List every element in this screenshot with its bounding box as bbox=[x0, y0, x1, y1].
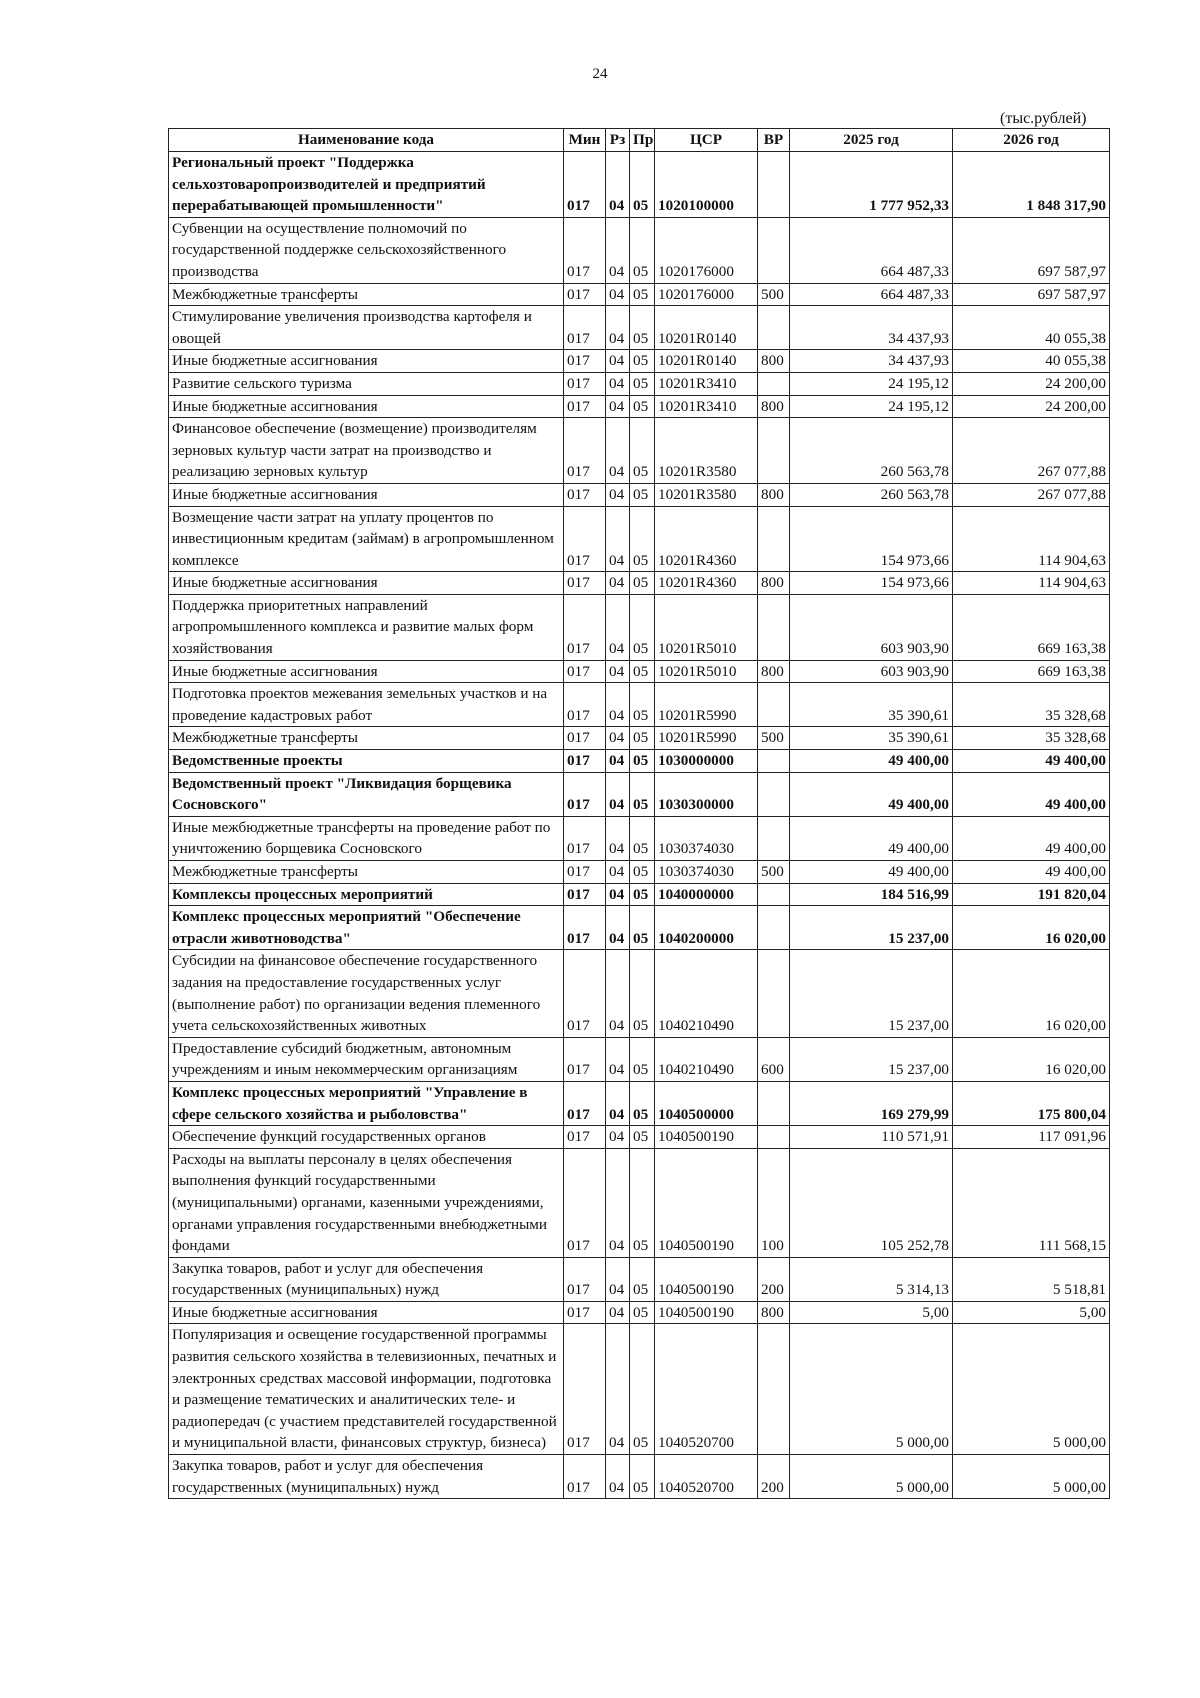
table-row bbox=[169, 816, 1110, 860]
cell-rz: 04 bbox=[606, 660, 630, 683]
cell-vr bbox=[758, 683, 790, 727]
cell-name: Иные бюджетные ассигнования bbox=[169, 483, 564, 506]
cell-min: 017 bbox=[564, 283, 606, 306]
cell-vr: 500 bbox=[758, 283, 790, 306]
cell-csr: 1040500190 bbox=[655, 1301, 758, 1324]
cell-min: 017 bbox=[564, 1037, 606, 1081]
cell-csr: 1040520700 bbox=[655, 1324, 758, 1455]
cell-rz: 04 bbox=[606, 1037, 630, 1081]
cell-pr: 05 bbox=[630, 372, 655, 395]
cell-name: Иные бюджетные ассигнования bbox=[169, 395, 564, 418]
cell-min: 017 bbox=[564, 572, 606, 595]
cell-name: Межбюджетные трансферты bbox=[169, 861, 564, 884]
cell-name: Иные бюджетные ассигнования bbox=[169, 660, 564, 683]
cell-2025: 1 777 952,33 bbox=[790, 152, 953, 218]
cell-2025: 5 000,00 bbox=[790, 1324, 953, 1455]
cell-vr: 800 bbox=[758, 483, 790, 506]
cell-vr bbox=[758, 1081, 790, 1125]
cell-min: 017 bbox=[564, 306, 606, 350]
cell-2026: 40 055,38 bbox=[953, 350, 1110, 373]
cell-2026: 114 904,63 bbox=[953, 572, 1110, 595]
cell-pr: 05 bbox=[630, 883, 655, 906]
cell-min: 017 bbox=[564, 1324, 606, 1455]
col-header-2026: 2026 год bbox=[953, 129, 1110, 152]
cell-min: 017 bbox=[564, 683, 606, 727]
cell-csr: 1040500000 bbox=[655, 1081, 758, 1125]
cell-2025: 49 400,00 bbox=[790, 861, 953, 884]
cell-pr: 05 bbox=[630, 418, 655, 484]
cell-rz: 04 bbox=[606, 372, 630, 395]
table-row bbox=[169, 772, 1110, 816]
cell-name: Иные бюджетные ассигнования bbox=[169, 350, 564, 373]
cell-rz: 04 bbox=[606, 217, 630, 283]
cell-min: 017 bbox=[564, 660, 606, 683]
cell-min: 017 bbox=[564, 418, 606, 484]
cell-2026: 35 328,68 bbox=[953, 683, 1110, 727]
cell-2025: 15 237,00 bbox=[790, 950, 953, 1037]
cell-pr: 05 bbox=[630, 816, 655, 860]
cell-rz: 04 bbox=[606, 483, 630, 506]
cell-rz: 04 bbox=[606, 1455, 630, 1499]
cell-name: Иные бюджетные ассигнования bbox=[169, 572, 564, 595]
cell-2025: 260 563,78 bbox=[790, 418, 953, 484]
cell-2025: 260 563,78 bbox=[790, 483, 953, 506]
cell-min: 017 bbox=[564, 1126, 606, 1149]
cell-2026: 16 020,00 bbox=[953, 950, 1110, 1037]
cell-pr: 05 bbox=[630, 660, 655, 683]
cell-min: 017 bbox=[564, 594, 606, 660]
cell-csr: 10201R5990 bbox=[655, 727, 758, 750]
cell-2026: 669 163,38 bbox=[953, 594, 1110, 660]
col-header-csr: ЦСР bbox=[655, 129, 758, 152]
table-row bbox=[169, 395, 1110, 418]
table-row bbox=[169, 660, 1110, 683]
table-row bbox=[169, 1324, 1110, 1455]
cell-2025: 5 000,00 bbox=[790, 1455, 953, 1499]
cell-rz: 04 bbox=[606, 572, 630, 595]
cell-csr: 1040000000 bbox=[655, 883, 758, 906]
cell-min: 017 bbox=[564, 816, 606, 860]
cell-csr: 1040210490 bbox=[655, 1037, 758, 1081]
cell-pr: 05 bbox=[630, 594, 655, 660]
cell-pr: 05 bbox=[630, 283, 655, 306]
cell-2026: 697 587,97 bbox=[953, 283, 1110, 306]
cell-min: 017 bbox=[564, 506, 606, 572]
cell-csr: 10201R0140 bbox=[655, 350, 758, 373]
cell-vr: 600 bbox=[758, 1037, 790, 1081]
cell-min: 017 bbox=[564, 1455, 606, 1499]
cell-vr: 200 bbox=[758, 1257, 790, 1301]
cell-2025: 5,00 bbox=[790, 1301, 953, 1324]
cell-rz: 04 bbox=[606, 883, 630, 906]
table-row bbox=[169, 594, 1110, 660]
cell-vr bbox=[758, 594, 790, 660]
cell-2026: 24 200,00 bbox=[953, 395, 1110, 418]
cell-pr: 05 bbox=[630, 683, 655, 727]
budget-table bbox=[168, 128, 1110, 1499]
cell-vr bbox=[758, 372, 790, 395]
cell-csr: 1040500190 bbox=[655, 1148, 758, 1257]
cell-rz: 04 bbox=[606, 1148, 630, 1257]
cell-rz: 04 bbox=[606, 1081, 630, 1125]
cell-2025: 154 973,66 bbox=[790, 572, 953, 595]
cell-pr: 05 bbox=[630, 950, 655, 1037]
col-header-name: Наименование кода bbox=[169, 129, 564, 152]
cell-2026: 191 820,04 bbox=[953, 883, 1110, 906]
cell-csr: 1030374030 bbox=[655, 816, 758, 860]
cell-name: Предоставление субсидий бюджетным, автономным учреждениям и иным некоммерческим организациям bbox=[169, 1037, 564, 1081]
table-row bbox=[169, 283, 1110, 306]
cell-min: 017 bbox=[564, 861, 606, 884]
table-row bbox=[169, 572, 1110, 595]
cell-csr: 10201R5010 bbox=[655, 660, 758, 683]
cell-csr: 1020176000 bbox=[655, 217, 758, 283]
cell-min: 017 bbox=[564, 217, 606, 283]
cell-2025: 169 279,99 bbox=[790, 1081, 953, 1125]
cell-2025: 664 487,33 bbox=[790, 217, 953, 283]
cell-pr: 05 bbox=[630, 350, 655, 373]
cell-name: Комплексы процессных мероприятий bbox=[169, 883, 564, 906]
cell-pr: 05 bbox=[630, 1126, 655, 1149]
cell-min: 017 bbox=[564, 950, 606, 1037]
cell-2026: 175 800,04 bbox=[953, 1081, 1110, 1125]
cell-name: Субсидии на финансовое обеспечение государственного задания на предоставление государственных услуг (выполнение работ) по организации ведения племенного учета сельскохозяйственных животных bbox=[169, 950, 564, 1037]
cell-pr: 05 bbox=[630, 395, 655, 418]
cell-csr: 10201R3410 bbox=[655, 372, 758, 395]
cell-name: Развитие сельского туризма bbox=[169, 372, 564, 395]
table-row bbox=[169, 1148, 1110, 1257]
cell-min: 017 bbox=[564, 750, 606, 773]
cell-2026: 5 000,00 bbox=[953, 1455, 1110, 1499]
cell-2026: 111 568,15 bbox=[953, 1148, 1110, 1257]
cell-2026: 5 000,00 bbox=[953, 1324, 1110, 1455]
cell-rz: 04 bbox=[606, 861, 630, 884]
cell-csr: 1020100000 bbox=[655, 152, 758, 218]
table-row bbox=[169, 506, 1110, 572]
cell-2025: 603 903,90 bbox=[790, 594, 953, 660]
cell-vr: 100 bbox=[758, 1148, 790, 1257]
cell-pr: 05 bbox=[630, 1257, 655, 1301]
cell-pr: 05 bbox=[630, 483, 655, 506]
cell-2025: 24 195,12 bbox=[790, 372, 953, 395]
cell-2026: 35 328,68 bbox=[953, 727, 1110, 750]
col-header-rz: Рз bbox=[606, 129, 630, 152]
cell-2025: 15 237,00 bbox=[790, 906, 953, 950]
cell-vr: 200 bbox=[758, 1455, 790, 1499]
cell-2025: 49 400,00 bbox=[790, 750, 953, 773]
cell-pr: 05 bbox=[630, 217, 655, 283]
cell-csr: 10201R4360 bbox=[655, 506, 758, 572]
cell-name: Ведомственный проект "Ликвидация борщевика Сосновского" bbox=[169, 772, 564, 816]
cell-2026: 117 091,96 bbox=[953, 1126, 1110, 1149]
cell-vr: 800 bbox=[758, 1301, 790, 1324]
cell-vr bbox=[758, 816, 790, 860]
table-row bbox=[169, 1126, 1110, 1149]
table-row bbox=[169, 683, 1110, 727]
cell-rz: 04 bbox=[606, 816, 630, 860]
cell-2026: 49 400,00 bbox=[953, 750, 1110, 773]
cell-2026: 16 020,00 bbox=[953, 1037, 1110, 1081]
cell-rz: 04 bbox=[606, 350, 630, 373]
cell-2026: 5 518,81 bbox=[953, 1257, 1110, 1301]
cell-2025: 49 400,00 bbox=[790, 772, 953, 816]
cell-csr: 10201R3580 bbox=[655, 483, 758, 506]
cell-name: Подготовка проектов межевания земельных участков и на проведение кадастровых работ bbox=[169, 683, 564, 727]
cell-rz: 04 bbox=[606, 906, 630, 950]
cell-name: Иные бюджетные ассигнования bbox=[169, 1301, 564, 1324]
cell-csr: 1040500190 bbox=[655, 1257, 758, 1301]
cell-2025: 34 437,93 bbox=[790, 350, 953, 373]
cell-min: 017 bbox=[564, 152, 606, 218]
cell-min: 017 bbox=[564, 727, 606, 750]
table-row bbox=[169, 1301, 1110, 1324]
cell-csr: 10201R5010 bbox=[655, 594, 758, 660]
cell-2026: 49 400,00 bbox=[953, 861, 1110, 884]
cell-name: Комплекс процессных мероприятий "Обеспечение отрасли животноводства" bbox=[169, 906, 564, 950]
cell-2025: 5 314,13 bbox=[790, 1257, 953, 1301]
cell-name: Закупка товаров, работ и услуг для обеспечения государственных (муниципальных) нужд bbox=[169, 1257, 564, 1301]
table-row bbox=[169, 727, 1110, 750]
cell-2026: 114 904,63 bbox=[953, 506, 1110, 572]
table-row bbox=[169, 350, 1110, 373]
cell-2025: 34 437,93 bbox=[790, 306, 953, 350]
cell-vr bbox=[758, 1324, 790, 1455]
cell-vr bbox=[758, 750, 790, 773]
table-row bbox=[169, 950, 1110, 1037]
cell-pr: 05 bbox=[630, 572, 655, 595]
cell-vr: 500 bbox=[758, 727, 790, 750]
cell-rz: 04 bbox=[606, 594, 630, 660]
cell-vr bbox=[758, 883, 790, 906]
cell-pr: 05 bbox=[630, 152, 655, 218]
cell-2026: 16 020,00 bbox=[953, 906, 1110, 950]
units-label: (тыс.рублей) bbox=[1000, 110, 1087, 127]
col-header-min: Мин bbox=[564, 129, 606, 152]
cell-2025: 603 903,90 bbox=[790, 660, 953, 683]
table-header-row bbox=[169, 129, 1110, 152]
cell-pr: 05 bbox=[630, 1324, 655, 1455]
cell-vr: 800 bbox=[758, 395, 790, 418]
cell-2026: 24 200,00 bbox=[953, 372, 1110, 395]
col-header-2025: 2025 год bbox=[790, 129, 953, 152]
cell-csr: 1040210490 bbox=[655, 950, 758, 1037]
cell-rz: 04 bbox=[606, 950, 630, 1037]
cell-vr bbox=[758, 217, 790, 283]
cell-csr: 10201R3410 bbox=[655, 395, 758, 418]
cell-rz: 04 bbox=[606, 727, 630, 750]
cell-name: Расходы на выплаты персоналу в целях обеспечения выполнения функций государственными (муниципальными) органами, казенными учреждениями, органами управления государственными внебюджетными фондами bbox=[169, 1148, 564, 1257]
cell-name: Возмещение части затрат на уплату процентов по инвестиционным кредитам (займам) в агропромышленном комплексе bbox=[169, 506, 564, 572]
cell-csr: 1040200000 bbox=[655, 906, 758, 950]
table-row bbox=[169, 861, 1110, 884]
table-row bbox=[169, 152, 1110, 218]
cell-vr bbox=[758, 1126, 790, 1149]
table-row bbox=[169, 1081, 1110, 1125]
cell-csr: 1040520700 bbox=[655, 1455, 758, 1499]
cell-2025: 664 487,33 bbox=[790, 283, 953, 306]
cell-csr: 1030374030 bbox=[655, 861, 758, 884]
cell-2026: 697 587,97 bbox=[953, 217, 1110, 283]
cell-2025: 110 571,91 bbox=[790, 1126, 953, 1149]
table-row bbox=[169, 750, 1110, 773]
cell-2025: 35 390,61 bbox=[790, 683, 953, 727]
cell-2025: 49 400,00 bbox=[790, 816, 953, 860]
cell-2025: 24 195,12 bbox=[790, 395, 953, 418]
cell-rz: 04 bbox=[606, 152, 630, 218]
cell-vr bbox=[758, 418, 790, 484]
cell-rz: 04 bbox=[606, 418, 630, 484]
cell-csr: 1040500190 bbox=[655, 1126, 758, 1149]
table-row bbox=[169, 1257, 1110, 1301]
cell-min: 017 bbox=[564, 350, 606, 373]
cell-pr: 05 bbox=[630, 906, 655, 950]
cell-pr: 05 bbox=[630, 1301, 655, 1324]
cell-name: Стимулирование увеличения производства картофеля и овощей bbox=[169, 306, 564, 350]
cell-pr: 05 bbox=[630, 1148, 655, 1257]
cell-2025: 184 516,99 bbox=[790, 883, 953, 906]
cell-min: 017 bbox=[564, 1301, 606, 1324]
cell-2026: 40 055,38 bbox=[953, 306, 1110, 350]
cell-name: Популяризация и освещение государственной программы развития сельского хозяйства в телевизионных, печатных и электронных средствах массовой информации, подготовка и размещение тематических и аналитических теле- и радиопередач (с участием представителей государственной и муниципальной власти, финансовых структур, бизнеса) bbox=[169, 1324, 564, 1455]
cell-name: Комплекс процессных мероприятий "Управление в сфере сельского хозяйства и рыболовства" bbox=[169, 1081, 564, 1125]
cell-vr bbox=[758, 772, 790, 816]
cell-csr: 10201R4360 bbox=[655, 572, 758, 595]
cell-2026: 49 400,00 bbox=[953, 816, 1110, 860]
cell-csr: 10201R5990 bbox=[655, 683, 758, 727]
table-row bbox=[169, 1037, 1110, 1081]
table-row bbox=[169, 306, 1110, 350]
cell-min: 017 bbox=[564, 483, 606, 506]
cell-pr: 05 bbox=[630, 306, 655, 350]
table-row bbox=[169, 883, 1110, 906]
cell-2025: 15 237,00 bbox=[790, 1037, 953, 1081]
cell-csr: 1020176000 bbox=[655, 283, 758, 306]
cell-2026: 669 163,38 bbox=[953, 660, 1110, 683]
table-row bbox=[169, 1455, 1110, 1499]
cell-name: Финансовое обеспечение (возмещение) производителям зерновых культур части затрат на производство и реализацию зерновых культур bbox=[169, 418, 564, 484]
cell-rz: 04 bbox=[606, 395, 630, 418]
cell-rz: 04 bbox=[606, 1126, 630, 1149]
table-row bbox=[169, 372, 1110, 395]
cell-min: 017 bbox=[564, 1081, 606, 1125]
cell-rz: 04 bbox=[606, 750, 630, 773]
cell-rz: 04 bbox=[606, 683, 630, 727]
cell-csr: 1030300000 bbox=[655, 772, 758, 816]
table-row bbox=[169, 483, 1110, 506]
cell-2026: 49 400,00 bbox=[953, 772, 1110, 816]
table-row bbox=[169, 217, 1110, 283]
cell-vr: 800 bbox=[758, 572, 790, 595]
cell-vr: 500 bbox=[758, 861, 790, 884]
cell-vr: 800 bbox=[758, 350, 790, 373]
cell-csr: 10201R0140 bbox=[655, 306, 758, 350]
cell-name: Межбюджетные трансферты bbox=[169, 283, 564, 306]
cell-min: 017 bbox=[564, 906, 606, 950]
cell-rz: 04 bbox=[606, 1257, 630, 1301]
cell-rz: 04 bbox=[606, 306, 630, 350]
cell-min: 017 bbox=[564, 1257, 606, 1301]
cell-name: Субвенции на осуществление полномочий по государственной поддержке сельскохозяйственного производства bbox=[169, 217, 564, 283]
cell-pr: 05 bbox=[630, 727, 655, 750]
table-row bbox=[169, 906, 1110, 950]
cell-min: 017 bbox=[564, 883, 606, 906]
cell-min: 017 bbox=[564, 395, 606, 418]
cell-rz: 04 bbox=[606, 772, 630, 816]
cell-pr: 05 bbox=[630, 772, 655, 816]
cell-min: 017 bbox=[564, 1148, 606, 1257]
cell-pr: 05 bbox=[630, 861, 655, 884]
cell-name: Региональный проект "Поддержка сельхозтоваропроизводителей и предприятий перерабатывающей промышленности" bbox=[169, 152, 564, 218]
cell-min: 017 bbox=[564, 772, 606, 816]
cell-rz: 04 bbox=[606, 1301, 630, 1324]
cell-name: Иные межбюджетные трансферты на проведение работ по уничтожению борщевика Сосновского bbox=[169, 816, 564, 860]
cell-pr: 05 bbox=[630, 1081, 655, 1125]
cell-2026: 267 077,88 bbox=[953, 483, 1110, 506]
cell-vr bbox=[758, 152, 790, 218]
cell-vr: 800 bbox=[758, 660, 790, 683]
cell-vr bbox=[758, 906, 790, 950]
cell-rz: 04 bbox=[606, 283, 630, 306]
cell-name: Закупка товаров, работ и услуг для обеспечения государственных (муниципальных) нужд bbox=[169, 1455, 564, 1499]
cell-vr bbox=[758, 950, 790, 1037]
cell-pr: 05 bbox=[630, 1455, 655, 1499]
cell-2026: 267 077,88 bbox=[953, 418, 1110, 484]
table-body bbox=[169, 152, 1110, 1499]
cell-name: Ведомственные проекты bbox=[169, 750, 564, 773]
cell-2025: 35 390,61 bbox=[790, 727, 953, 750]
cell-2025: 154 973,66 bbox=[790, 506, 953, 572]
col-header-pr: Пр bbox=[630, 129, 655, 152]
cell-2026: 1 848 317,90 bbox=[953, 152, 1110, 218]
cell-rz: 04 bbox=[606, 506, 630, 572]
cell-pr: 05 bbox=[630, 750, 655, 773]
cell-name: Межбюджетные трансферты bbox=[169, 727, 564, 750]
table-row bbox=[169, 418, 1110, 484]
cell-csr: 1030000000 bbox=[655, 750, 758, 773]
cell-rz: 04 bbox=[606, 1324, 630, 1455]
cell-2026: 5,00 bbox=[953, 1301, 1110, 1324]
page-number: 24 bbox=[592, 66, 608, 82]
cell-name: Обеспечение функций государственных органов bbox=[169, 1126, 564, 1149]
cell-pr: 05 bbox=[630, 506, 655, 572]
cell-2025: 105 252,78 bbox=[790, 1148, 953, 1257]
cell-vr bbox=[758, 306, 790, 350]
cell-name: Поддержка приоритетных направлений агропромышленного комплекса и развитие малых форм хозяйствования bbox=[169, 594, 564, 660]
cell-min: 017 bbox=[564, 372, 606, 395]
cell-vr bbox=[758, 506, 790, 572]
cell-csr: 10201R3580 bbox=[655, 418, 758, 484]
cell-pr: 05 bbox=[630, 1037, 655, 1081]
col-header-vr: ВР bbox=[758, 129, 790, 152]
